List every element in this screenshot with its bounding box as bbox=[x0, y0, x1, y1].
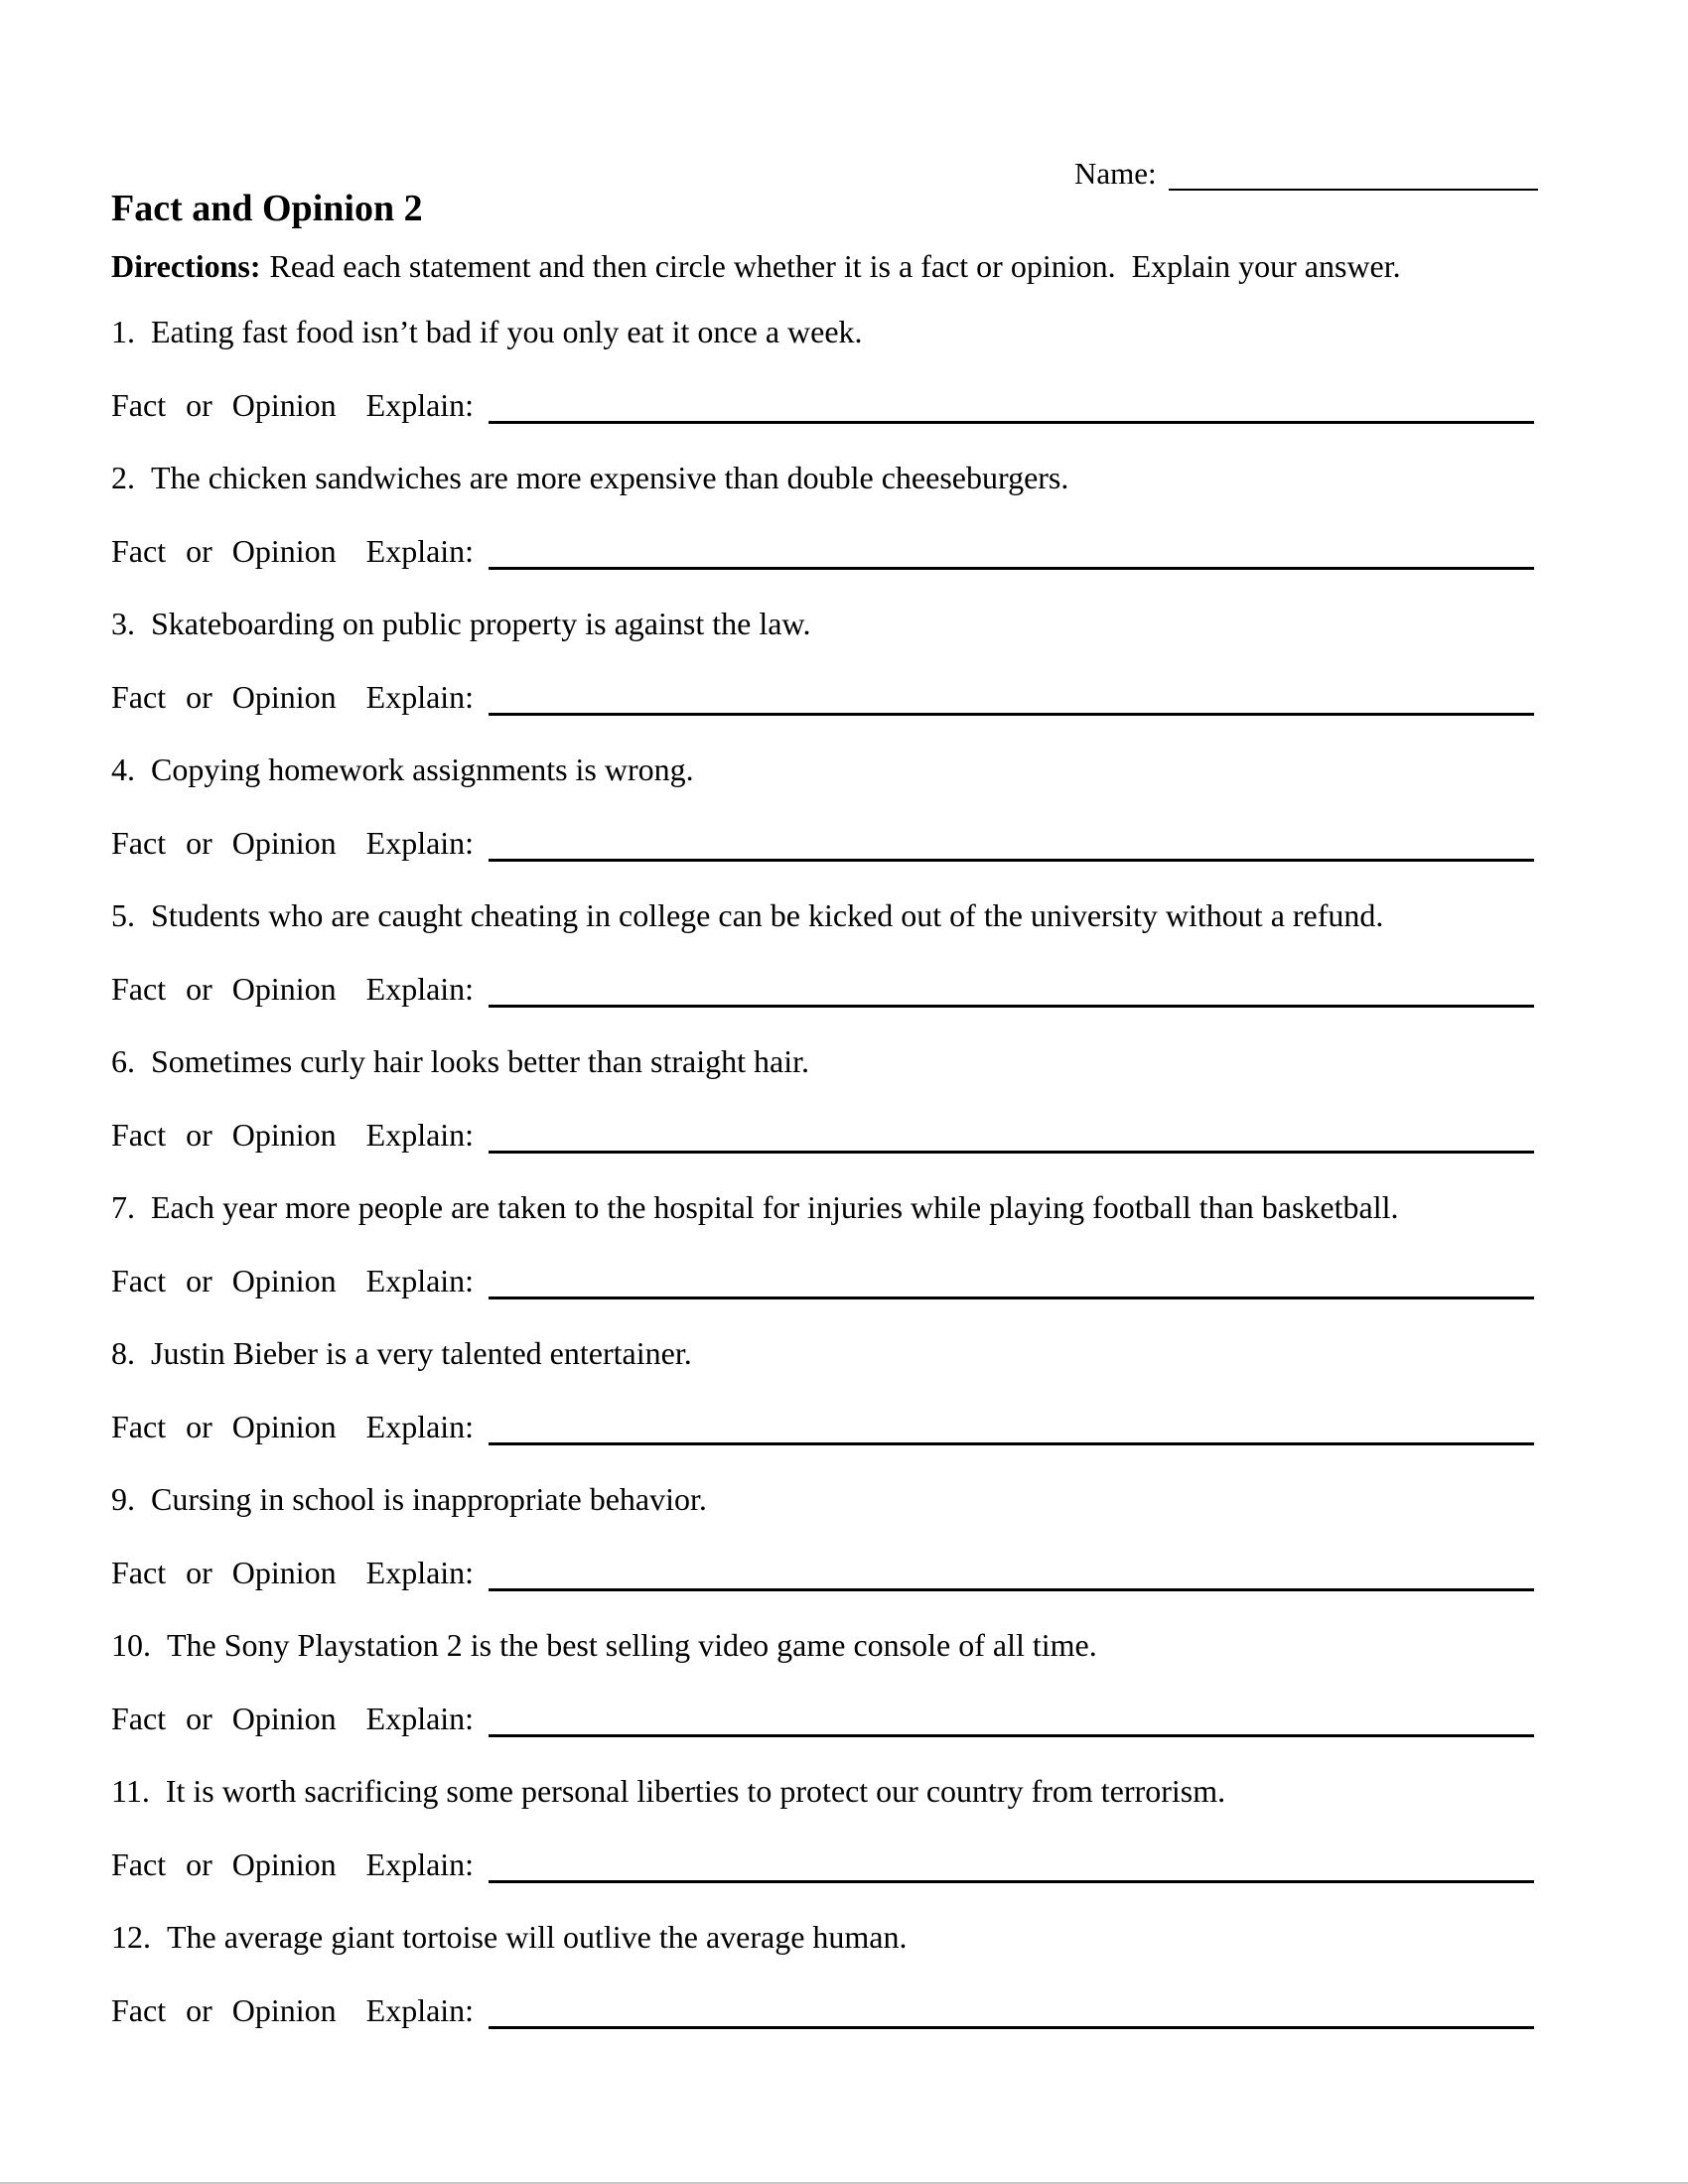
answer-row bbox=[111, 823, 1534, 896]
answer-row bbox=[111, 1407, 1534, 1480]
question-number: 11. bbox=[111, 1773, 150, 1809]
opinion-choice[interactable]: Opinion bbox=[231, 1408, 337, 1444]
question-number: 7. bbox=[111, 1189, 135, 1225]
directions-label: Directions: bbox=[111, 248, 261, 284]
explain-answer-line[interactable] bbox=[489, 1699, 1534, 1737]
question-statement bbox=[111, 1333, 1534, 1407]
opinion-choice[interactable]: Opinion bbox=[231, 1700, 337, 1736]
explain-label: Explain: bbox=[365, 970, 475, 1007]
question-statement bbox=[111, 895, 1534, 969]
fact-choice[interactable]: Fact bbox=[111, 1991, 167, 2028]
or-label: or bbox=[186, 1554, 212, 1590]
opinion-choice[interactable]: Opinion bbox=[231, 1554, 337, 1590]
question-statement bbox=[111, 1041, 1534, 1115]
question-text: Students who are caught cheating in college can be kicked out of the university without a refund. bbox=[151, 897, 1384, 933]
question-text: The Sony Playstation 2 is the best selling video game console of all time. bbox=[167, 1627, 1097, 1663]
or-label: or bbox=[186, 1991, 212, 2028]
or-label: or bbox=[186, 1408, 212, 1444]
fact-choice[interactable]: Fact bbox=[111, 678, 167, 715]
explain-answer-line[interactable] bbox=[489, 1844, 1534, 1883]
question-number: 9. bbox=[111, 1481, 135, 1517]
opinion-choice[interactable]: Opinion bbox=[231, 824, 337, 861]
question-statement bbox=[111, 458, 1534, 531]
questions-list bbox=[111, 312, 1534, 2063]
opinion-choice[interactable]: Opinion bbox=[231, 386, 337, 423]
explain-label: Explain: bbox=[365, 1554, 475, 1590]
fact-choice[interactable]: Fact bbox=[111, 1700, 167, 1736]
answer-row bbox=[111, 1699, 1534, 1772]
explain-label: Explain: bbox=[365, 1262, 475, 1298]
explain-answer-line[interactable] bbox=[489, 531, 1534, 570]
fact-choice[interactable]: Fact bbox=[111, 1116, 167, 1153]
fact-choice[interactable]: Fact bbox=[111, 532, 167, 569]
directions bbox=[111, 246, 1541, 286]
or-label: or bbox=[186, 824, 212, 861]
fact-choice[interactable]: Fact bbox=[111, 1262, 167, 1298]
explain-answer-line[interactable] bbox=[489, 677, 1534, 716]
explain-label: Explain: bbox=[365, 1116, 475, 1153]
question-number: 8. bbox=[111, 1335, 135, 1371]
question-text: The average giant tortoise will outlive the average human. bbox=[167, 1919, 908, 1955]
question-statement bbox=[111, 1625, 1534, 1699]
question-text: Eating fast food isn’t bad if you only eat it once a week. bbox=[151, 314, 863, 349]
explain-answer-line[interactable] bbox=[489, 1553, 1534, 1591]
question-number: 6. bbox=[111, 1043, 135, 1079]
or-label: or bbox=[186, 1845, 212, 1882]
explain-label: Explain: bbox=[365, 678, 475, 715]
or-label: or bbox=[186, 1700, 212, 1736]
explain-answer-line[interactable] bbox=[489, 969, 1534, 1008]
answer-row bbox=[111, 1261, 1534, 1334]
or-label: or bbox=[186, 970, 212, 1007]
question-statement bbox=[111, 312, 1534, 385]
answer-row bbox=[111, 1990, 1534, 2064]
explain-answer-line[interactable] bbox=[489, 1261, 1534, 1299]
explain-answer-line[interactable] bbox=[489, 1115, 1534, 1154]
question-text: The chicken sandwiches are more expensive than double cheeseburgers. bbox=[151, 460, 1069, 495]
or-label: or bbox=[186, 678, 212, 715]
fact-choice[interactable]: Fact bbox=[111, 824, 167, 861]
explain-answer-line[interactable] bbox=[489, 1990, 1534, 2029]
question-number: 10. bbox=[111, 1627, 151, 1663]
question-statement bbox=[111, 1771, 1534, 1844]
question-statement bbox=[111, 604, 1534, 677]
question-number: 3. bbox=[111, 606, 135, 641]
question-text: Cursing in school is inappropriate behavior. bbox=[151, 1481, 707, 1517]
answer-row bbox=[111, 385, 1534, 459]
opinion-choice[interactable]: Opinion bbox=[231, 1116, 337, 1153]
fact-choice[interactable]: Fact bbox=[111, 386, 167, 423]
explain-label: Explain: bbox=[365, 386, 475, 423]
question-text: Copying homework assignments is wrong. bbox=[151, 751, 694, 787]
or-label: or bbox=[186, 386, 212, 423]
question-statement bbox=[111, 1187, 1534, 1261]
question-number: 4. bbox=[111, 751, 135, 787]
opinion-choice[interactable]: Opinion bbox=[231, 1262, 337, 1298]
or-label: or bbox=[186, 1116, 212, 1153]
name-input-line[interactable] bbox=[1169, 155, 1538, 191]
fact-choice[interactable]: Fact bbox=[111, 1845, 167, 1882]
answer-row bbox=[111, 969, 1534, 1042]
or-label: or bbox=[186, 1262, 212, 1298]
directions-text: Read each statement and then circle whether it is a fact or opinion. Explain your answer. bbox=[269, 248, 1401, 284]
opinion-choice[interactable]: Opinion bbox=[231, 678, 337, 715]
question-text: Each year more people are taken to the hospital for injuries while playing football than basketball. bbox=[151, 1189, 1399, 1225]
question-number: 5. bbox=[111, 897, 135, 933]
question-statement bbox=[111, 1479, 1534, 1553]
opinion-choice[interactable]: Opinion bbox=[231, 970, 337, 1007]
explain-label: Explain: bbox=[365, 1845, 475, 1882]
explain-label: Explain: bbox=[365, 1408, 475, 1444]
explain-label: Explain: bbox=[365, 532, 475, 569]
fact-choice[interactable]: Fact bbox=[111, 970, 167, 1007]
answer-row bbox=[111, 531, 1534, 605]
question-text: It is worth sacrificing some personal liberties to protect our country from terrorism. bbox=[165, 1773, 1226, 1809]
name-row bbox=[1074, 155, 1538, 193]
answer-row bbox=[111, 1115, 1534, 1188]
question-text: Justin Bieber is a very talented entertainer. bbox=[151, 1335, 692, 1371]
question-statement bbox=[111, 750, 1534, 823]
page-title: Fact and Opinion 2 bbox=[111, 188, 423, 229]
explain-answer-line[interactable] bbox=[489, 823, 1534, 862]
explain-answer-line[interactable] bbox=[489, 385, 1534, 424]
question-number: 1. bbox=[111, 314, 135, 349]
explain-label: Explain: bbox=[365, 1991, 475, 2028]
question-number: 12. bbox=[111, 1919, 151, 1955]
opinion-choice[interactable]: Opinion bbox=[231, 1845, 337, 1882]
explain-label: Explain: bbox=[365, 824, 475, 861]
explain-label: Explain: bbox=[365, 1700, 475, 1736]
name-label: Name: bbox=[1074, 156, 1157, 191]
opinion-choice[interactable]: Opinion bbox=[231, 532, 337, 569]
explain-answer-line[interactable] bbox=[489, 1407, 1534, 1445]
fact-choice[interactable]: Fact bbox=[111, 1408, 167, 1444]
question-number: 2. bbox=[111, 460, 135, 495]
question-text: Skateboarding on public property is against the law. bbox=[151, 606, 811, 641]
opinion-choice[interactable]: Opinion bbox=[231, 1991, 337, 2028]
answer-row bbox=[111, 1553, 1534, 1626]
question-statement bbox=[111, 1917, 1534, 1990]
question-text: Sometimes curly hair looks better than straight hair. bbox=[151, 1043, 809, 1079]
answer-row bbox=[111, 677, 1534, 751]
answer-row bbox=[111, 1844, 1534, 1918]
fact-choice[interactable]: Fact bbox=[111, 1554, 167, 1590]
or-label: or bbox=[186, 532, 212, 569]
